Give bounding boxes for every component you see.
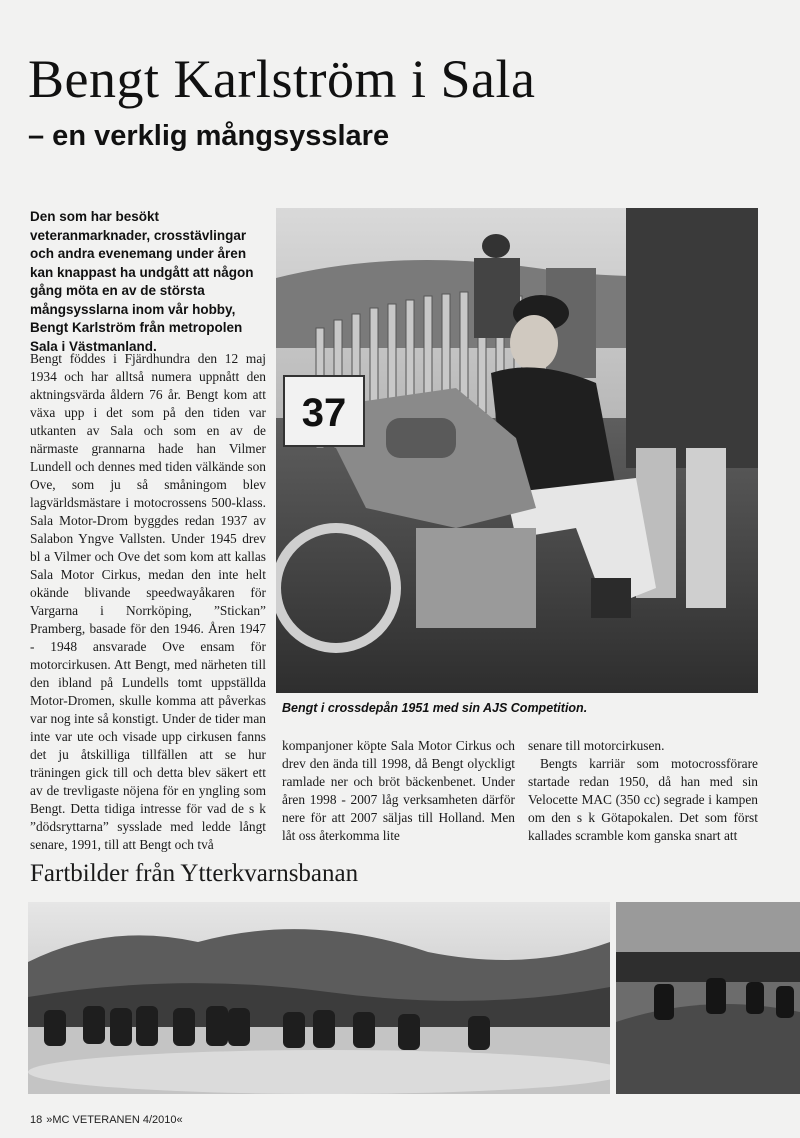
main-photo (276, 208, 758, 693)
page-footer (30, 1113, 430, 1127)
body-column-1 (30, 350, 266, 854)
paragraph: senare till motorcirkusen. (528, 738, 665, 753)
race-photo-left-image (28, 902, 610, 1094)
article-title: Bengt Karlström i Sala (28, 49, 536, 109)
body-column-2 (282, 737, 515, 845)
page-number: 18 (30, 1114, 43, 1126)
main-photo-image (276, 208, 758, 693)
body-column-3 (528, 737, 758, 845)
race-photo-right (616, 902, 800, 1094)
photo-caption: Bengt i crossdepån 1951 med sin AJS Competition. (282, 701, 588, 715)
magazine-issue: »MC VETERANEN 4/2010« (46, 1114, 183, 1126)
article-subtitle: – en verklig mångsysslare (28, 120, 390, 152)
racing-number: 37 (301, 391, 347, 435)
paragraph: Bengt föddes i Fjärdhundra den 12 maj 1934 och har alltså numera uppnått den aktningsvärda åldern 76 år. Bengt kom att växa upp i det som på den tiden var utkanten av Sala och som en av de närmaste grannarna hade han Vilmer Lundell och dennes med tiden välkände son Ove, som ju så småningom blev lagvärldsmästare i motocrossens 500-klass. Sala Motor-Drom byggdes redan 1937 av Salabon Yngve Vallsten. Under 1945 drev bl a Vilmer och Ove det som kom att kallas Sala Motor Cirkus, medan den inte helt okände blivande speedwayåkaren för Vargarna i Norrköping, ”Stickan” Pramberg, basade för den 1946. Åren 1947 - 1948 ansvarade Ove ensam för motorcirkusen. Att Bengt, med närheten till den ibland på Lundells tomt uppställda Motor-Dromen, skulle komma att påverkas var nog inte så konstigt. Under de tider man inte var ute och visade upp cirkusen fanns det ju åtskilliga tillfällen att se hur träningen gick till och detta blev säkert ett av de trevligaste nöjena för en yngling som Bengt. Detta tidiga intresse för vad de s k ”dödsryttarna” sysslade med ledde långt senare, 1991, till att Bengt och två (30, 351, 266, 852)
section-heading: Fartbilder från Ytterkvarnsbanan (30, 860, 359, 887)
paragraph: kompanjoner köpte Sala Motor Cirkus och drev den ända till 1998, då Bengt olyckligt ramlade ner och bröt bäckenbenet. Under åren 1998 - 2007 låg verksamheten därför nere för att 2007 säljas till Holland. Men låt oss återkomma lite (282, 738, 515, 843)
article-lead: Den som har besökt veteranmarknader, crosstävlingar och andra evenemang under åren kan knappast ha undgått att någon gång möta en av de största mångsysslarna inom vår hobby, Bengt Karlström från metropolen Sala i Västmanland. (30, 209, 254, 354)
paragraph: Bengts karriär som motocrossförare startade redan 1950, då han med sin Velocette MAC (350 cc) segrade i kampen om den s k Götapokalen. Det som först kallades scramble kom ganska snart att (528, 756, 758, 843)
race-photo-right-image (616, 902, 800, 1094)
race-photo-left (28, 902, 610, 1094)
